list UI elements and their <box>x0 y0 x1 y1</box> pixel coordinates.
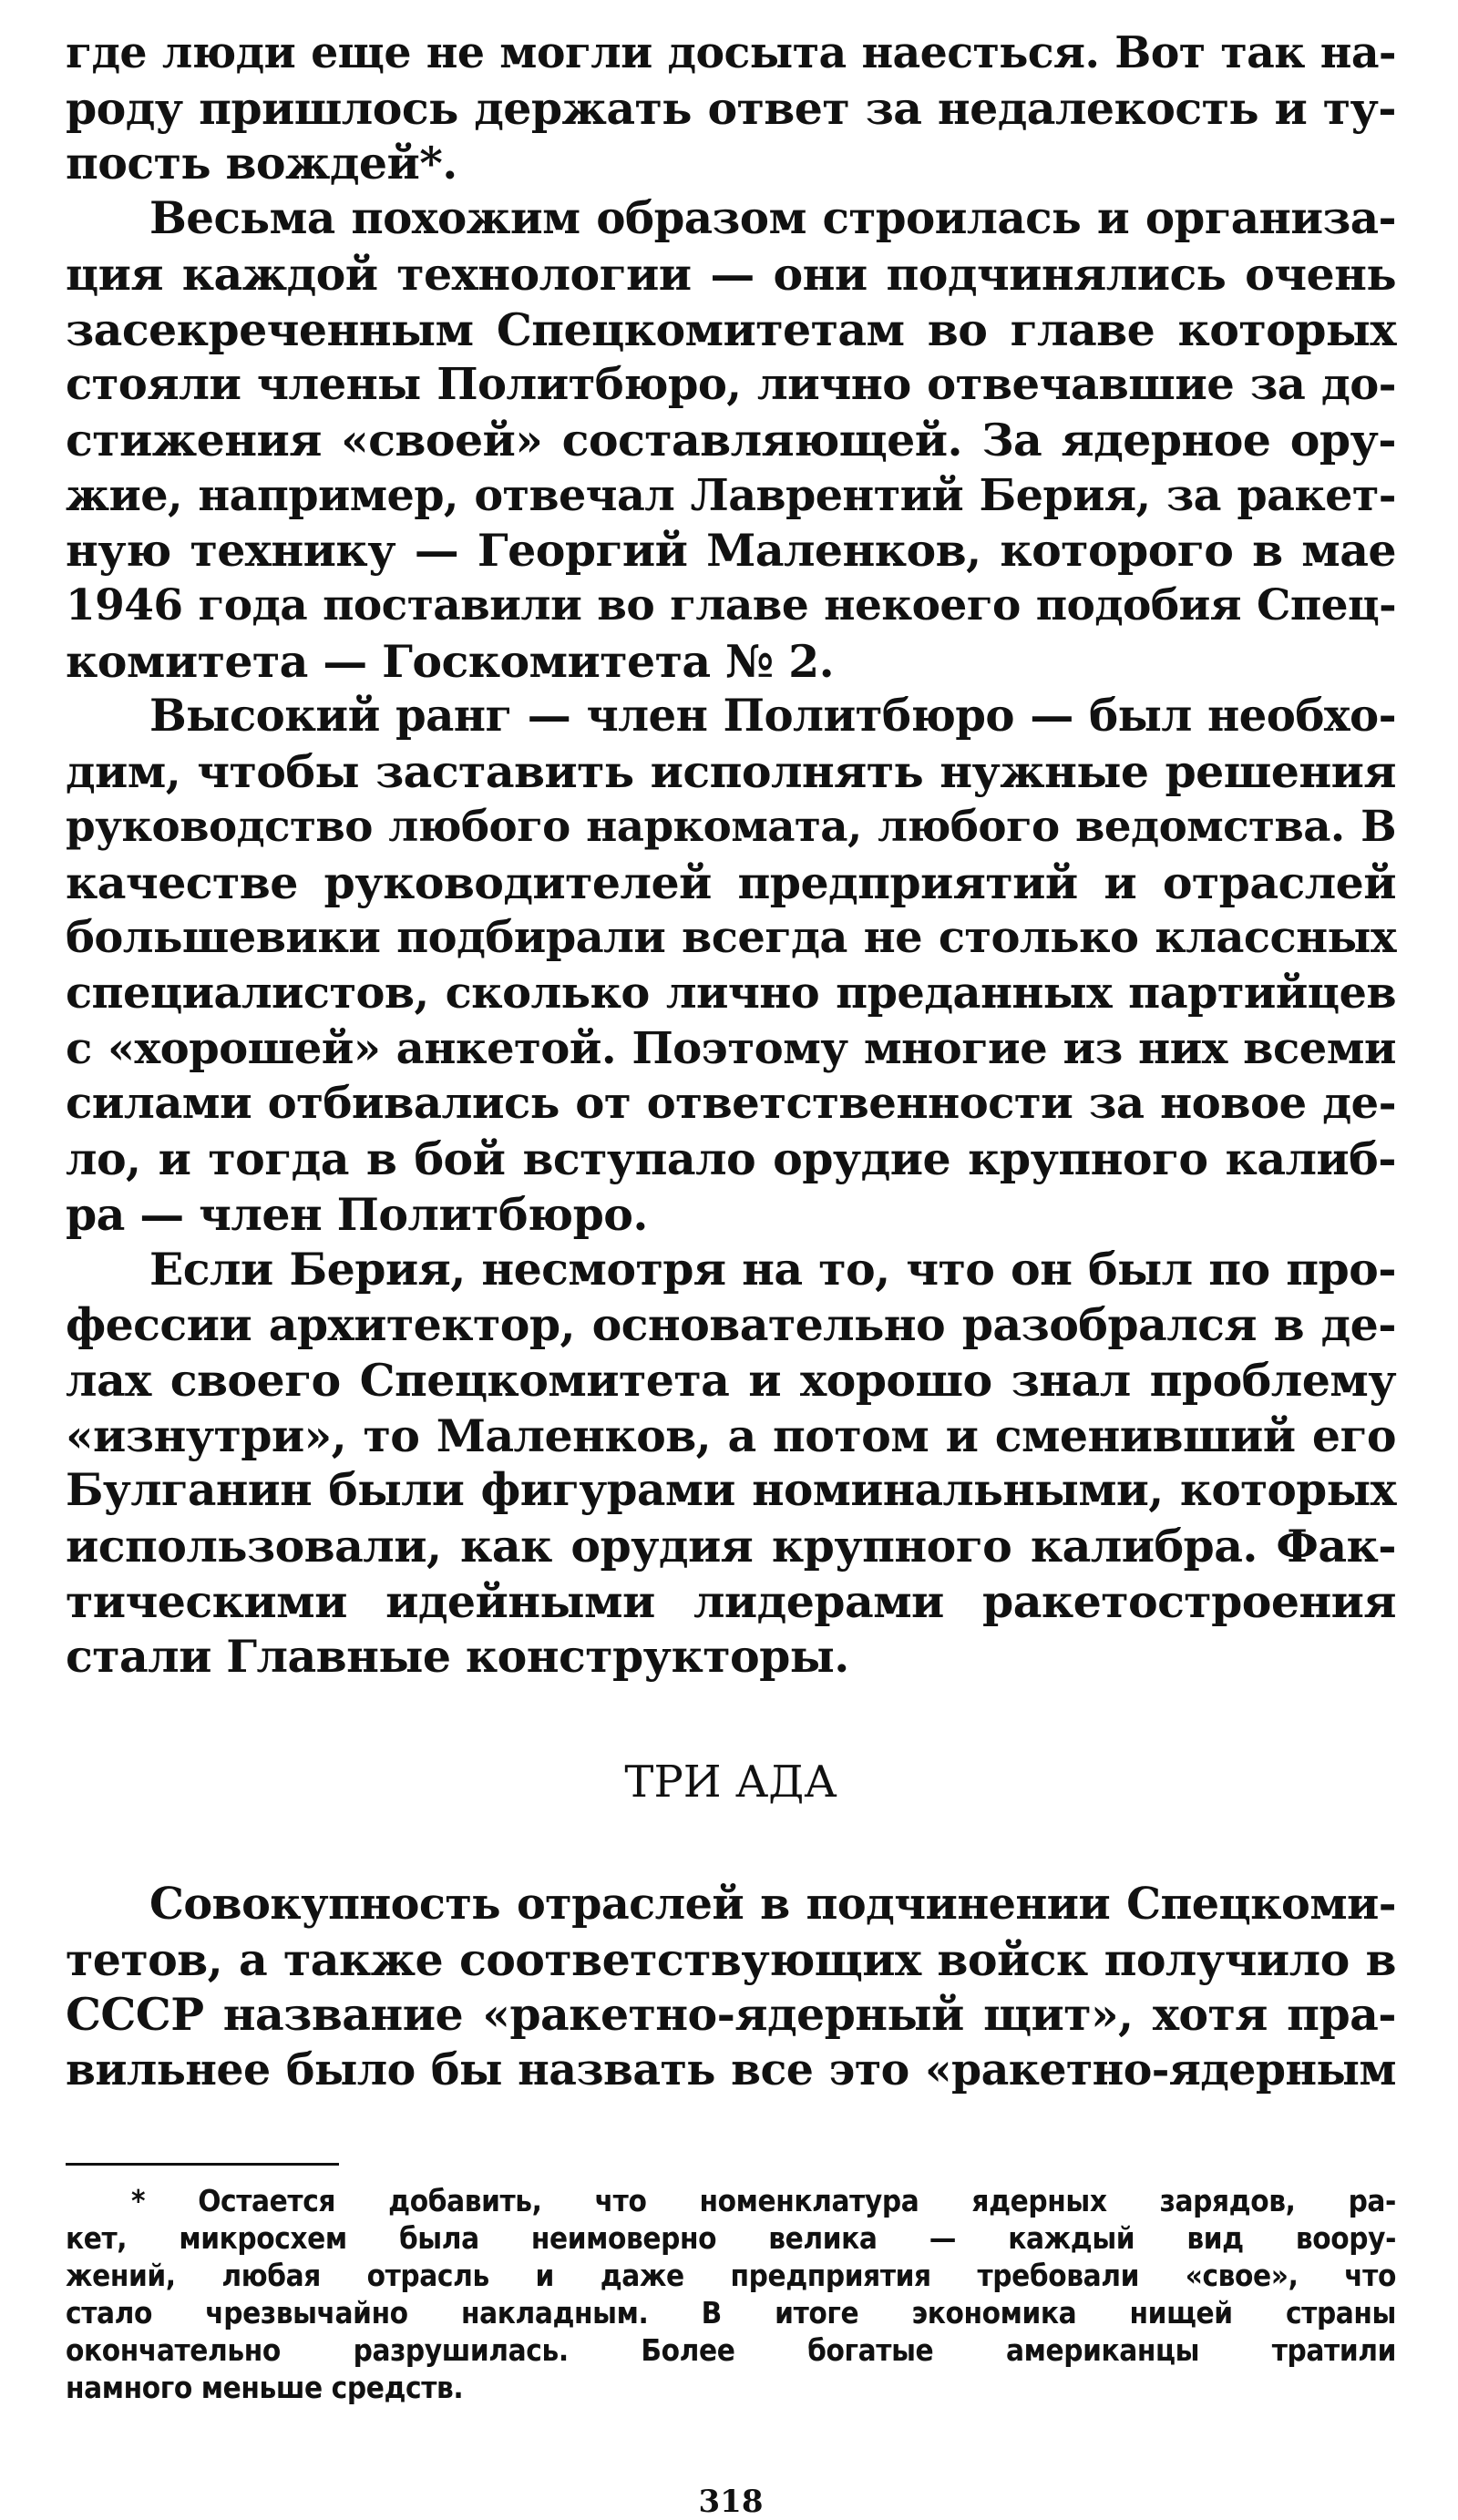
text-line: Совокупность отраслей в подчинении Спецкоми- <box>149 1879 1396 1930</box>
text-line: Если Берия, несмотря на то, что он был по про- <box>149 1243 1396 1296</box>
text-line: ция каждой технологии — они подчинялись очень <box>66 247 1396 301</box>
text-line: стижения «своей» составляющей. За ядерное ору- <box>66 413 1396 466</box>
paragraph-1 <box>66 26 1396 191</box>
text-line: тетов, а также соответствующих войск получило в <box>66 1932 1396 1986</box>
paragraph-5 <box>66 1877 1396 2098</box>
text-line: Высокий ранг — член Политбюро — был необхо- <box>149 691 1396 743</box>
text-line: ра — член Политбюро. <box>66 1187 648 1241</box>
text-line: силами отбивались от ответственности за новое де- <box>66 1078 1396 1130</box>
text-line: тическими идейными лидерами ракетостроения <box>66 1574 1396 1628</box>
text-line: пость вождей*. <box>66 137 457 190</box>
footnote-line: * Остается добавить, что номенклатура ядерных зарядов, ра- <box>131 2183 1396 2218</box>
footnote-line: жений, любая отрасль и даже предприятия требовали «свое», что <box>66 2258 1396 2293</box>
footnote-divider <box>66 2163 339 2166</box>
book-page <box>66 26 1396 2520</box>
text-line: комитета — Госкомитета № 2. <box>66 634 835 688</box>
text-line: засекреченным Спецкомитетам во главе которых <box>66 302 1396 356</box>
section-heading: ТРИ АДА <box>624 1757 837 1808</box>
text-line: «изнутри», то Маленков, а потом и сменивший его <box>66 1409 1396 1462</box>
text-line: Булганин были фигурами номинальными, которых <box>66 1464 1396 1517</box>
text-line: большевики подбирали всегда не столько классных <box>66 912 1396 964</box>
text-line: использовали, как орудия крупного калибра. Фак- <box>66 1519 1396 1572</box>
text-line: стали Главные конструкторы. <box>66 1630 849 1684</box>
paragraph-2 <box>66 191 1396 689</box>
footnote-line: намного меньше средств. <box>66 2370 464 2405</box>
footnote-line: стало чрезвычайно накладным. В итоге экономика нищей страны <box>66 2295 1396 2330</box>
footnote-line: окончательно разрушилась. Более богатые американцы тратили <box>66 2332 1396 2368</box>
text-line: ную технику — Георгий Маленков, которого в мае <box>66 524 1396 578</box>
text-line: лах своего Спецкомитета и хорошо знал проблему <box>66 1353 1396 1407</box>
text-line: ло, и тогда в бой вступало орудие крупного калиб- <box>66 1132 1396 1186</box>
footnote-line: кет, микросхем была неимоверно велика — каждый вид воору- <box>66 2220 1396 2256</box>
text-line: качестве руководителей предприятий и отраслей <box>66 855 1396 909</box>
page-number: 318 <box>698 2484 764 2520</box>
text-line: специалистов, сколько лично преданных партийцев <box>66 967 1396 1019</box>
text-line: дим, чтобы заставить исполнять нужные решения <box>66 745 1396 799</box>
footnote <box>66 2182 1396 2406</box>
text-line: роду пришлось держать ответ за недалекость и ту- <box>66 81 1396 135</box>
section-body <box>66 1877 1396 2098</box>
text-line: вильнее было бы назвать все это «ракетно-ядерным <box>66 2044 1396 2096</box>
text-line: фессии архитектор, основательно разобрался в де- <box>66 1298 1396 1352</box>
text-line: с «хорошей» анкетой. Поэтому многие из них всеми <box>66 1022 1396 1074</box>
text-line: 1946 года поставили во главе некоего подобия Спец- <box>66 580 1396 631</box>
text-line: СССР название «ракетно-ядерный щит», хотя пра- <box>66 1988 1396 2042</box>
text-line: Весьма похожим образом строилась и организа- <box>149 193 1396 245</box>
paragraph-3 <box>66 689 1396 1242</box>
paragraph-4 <box>66 1242 1396 1685</box>
text-line: руководство любого наркомата, любого ведомства. В <box>66 801 1396 852</box>
text-line: жие, например, отвечал Лаврентий Берия, за ракет- <box>66 469 1396 521</box>
text-line: стояли члены Политбюро, лично отвечавшие за до- <box>66 359 1396 411</box>
text-line: где люди еще не могли досыта наесться. Вот так на- <box>66 27 1396 78</box>
